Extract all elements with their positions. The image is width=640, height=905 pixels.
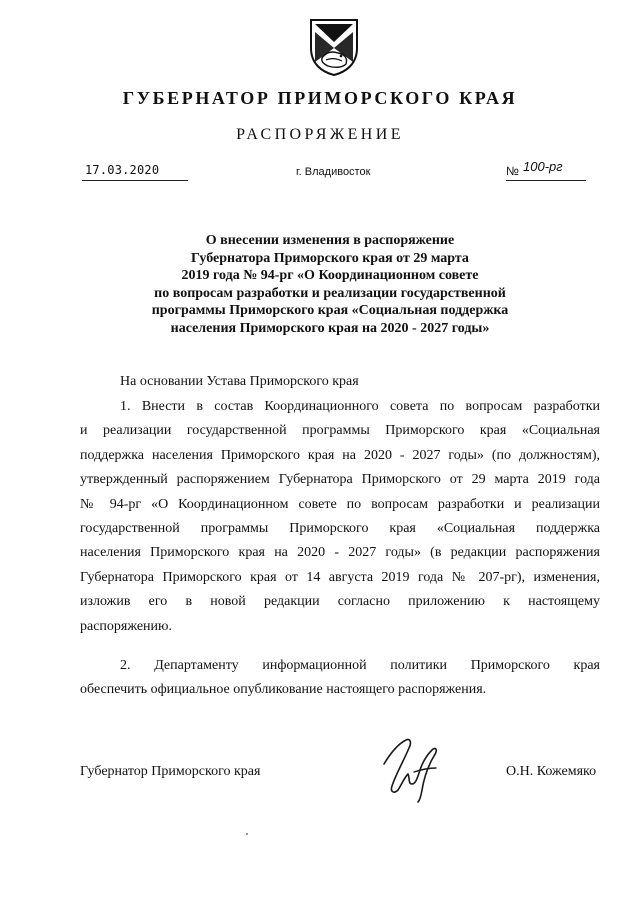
clause-line: 1. Внести в состав Координационного совета по вопросам разработки [120,399,600,414]
handwritten-signature-icon [376,734,446,804]
subject-line: населения Приморского края на 2020 - 2027 годы» [170,320,490,336]
clause-line: обеспечить официальное опубликование настоящего распоряжения. [80,682,487,698]
clause-1 [80,395,600,639]
document-date-field [82,162,188,181]
subject-line: программы Приморского края «Социальная поддержка [151,303,509,318]
coat-of-arms-icon [308,18,360,76]
subject-line: 2019 года № 94-рг «О Координационном совете [181,268,479,283]
signatory-name: О.Н. Кожемяко [506,764,597,779]
subject-line: О внесении изменения в распоряжение [205,233,455,248]
clause-line: утвержденный распоряжением Губернатора Приморского от 29 марта 2019 года [80,472,600,488]
issuing-authority: ГУБЕРНАТОР ПРИМОРСКОГО КРАЯ [122,88,518,108]
subject-line: Губернатора Приморского края от 29 марта [191,250,469,266]
clause-line: поддержка населения Приморского края на 2020 - 2027 годы» (по должностям), [80,447,600,463]
document-date: 17.03.2020 [85,163,160,177]
document-number-field [506,159,586,181]
clause-line: изложив его в новой редакции согласно приложению к настоящему [80,594,600,610]
document-city: г. Владивосток [296,166,371,178]
clause-line: 2. Департаменту информационной политики Приморского края [120,658,600,673]
clause-2 [80,654,600,703]
number-sign: № [506,164,519,178]
clause-line: распоряжению. [80,618,173,634]
clause-line: и реализации государственной программы Приморского края «Социальная [80,423,600,439]
document-type: РАСПОРЯЖЕНИЕ [236,126,404,143]
page-speck [246,833,248,835]
clause-line: государственной программы Приморского края «Социальная поддержка [80,520,600,536]
subject-line: по вопросам разработки и реализации государственной [154,285,506,301]
clause-line: № 94-рг «О Координационном совете по вопросам разработки и реализации [80,496,600,512]
clause-line: населения Приморского края на 2020 - 2027 годы» (в редакции распоряжения [80,545,600,561]
clause-line: Губернатора Приморского края от 14 августа 2019 года № 207-рг), изменения, [80,569,600,585]
legal-basis: На основании Устава Приморского края [120,374,359,389]
document-number: 100-рг [523,159,563,174]
document-subject [120,232,540,337]
signatory-title: Губернатор Приморского края [80,764,261,779]
